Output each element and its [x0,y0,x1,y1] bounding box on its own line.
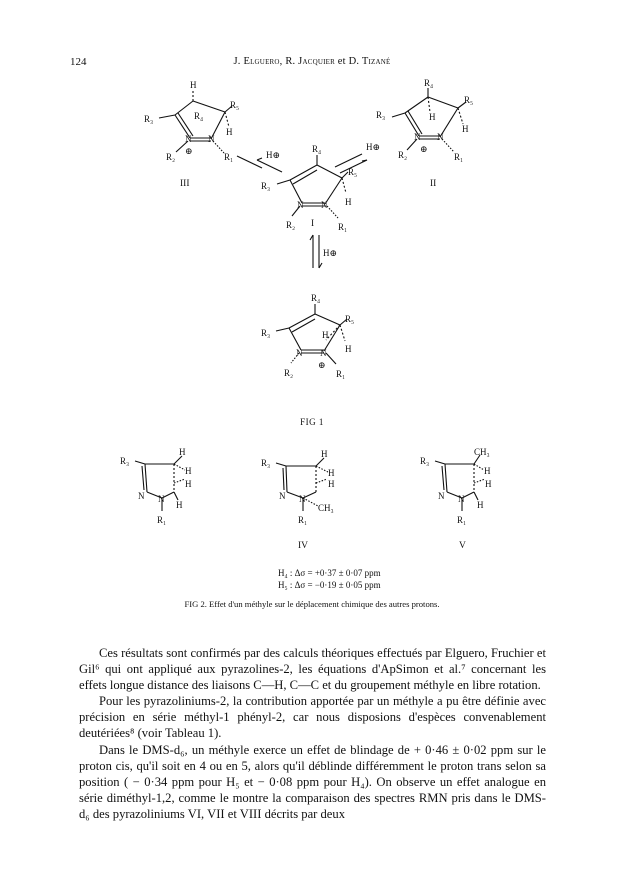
label-arrow-down-Hplus: H⊕ [323,248,338,258]
label-II-R1: R₁ [454,152,464,162]
label-IV-H-mid: H [328,468,335,478]
label-IV-H-low: H [328,479,335,489]
label-III-R5: R₅ [230,100,240,110]
label-arrow-left-Hplus: H⊕ [266,150,281,160]
label-II-N1: N [414,132,421,142]
label-V-N2: N [458,494,465,504]
label-f2a-H-mid: H [185,466,192,476]
paragraph-2: Pour les pyrazoliniums-2, la contribution apportée par un méthyle a pu être définie avec précision en série méthyl-1 phényl-2, car nous disposions d'espèces convenablement deutériées⁸ (voir Tableau 1). [79,694,546,741]
label-cation-R3: R₃ [261,328,271,338]
label-IV-R1: R₁ [298,515,308,525]
label-V-H-low: H [485,479,492,489]
label-II-R5: R₅ [464,95,474,105]
label-IV-CH3: CH₃ [318,503,334,513]
label-III-R4: R₄ [194,111,204,121]
structure-III [159,90,232,153]
paragraph-1: Ces résultats sont confirmés par des calculs théoriques effectués par Elguero, Fruchier et Gil⁶ qui ont appliqué aux pyrazolines-2, les équations d'ApSimon et al.⁷ concernant les effets longue distance des liaisons C—H, C—C et du groupement méthyle en libre rotation. [79,646,546,693]
body-text [79,645,546,822]
label-III-H-right: H [226,127,233,137]
label-IV-N1: N [279,491,286,501]
label-compound-V: V [459,541,466,551]
label-II-N2: N [437,132,444,142]
label-compound-III: III [180,179,190,189]
h5-shift-line: H₅ : Δσ = −0·19 ± 0·05 ppm [278,580,381,590]
label-V-R1: R₁ [457,515,467,525]
label-IV-H-top: H [321,449,328,459]
author-prefix: J. E [233,56,251,67]
label-III-H-top: H [190,80,197,90]
label-III-N2: N [208,134,215,144]
author-mid-1: , R. J [279,56,303,67]
label-I-R3: R₃ [261,181,271,191]
label-V-CH3: CH₃ [474,447,490,457]
label-I-R2: R₂ [286,220,296,230]
label-compound-IV: IV [298,541,309,551]
page-number: 124 [70,56,87,68]
label-cation-N1: N [296,348,303,358]
label-f2a-H-top: H [179,447,186,457]
label-f2a-N1: N [138,491,145,501]
label-cation-R1: R₁ [336,369,346,379]
structure-I [277,155,348,218]
h4-shift-line: H₄ : Δσ = +0·37 ± 0·07 ppm [278,568,381,578]
label-I-N1: N [297,200,304,210]
label-f2a-H-bottom: H [176,500,183,510]
label-V-N1: N [438,491,445,501]
label-V-H-mid: H [484,466,491,476]
label-f2a-H-low: H [185,479,192,489]
label-II-plus: ⊕ [420,144,428,154]
label-cation-N2: N [320,348,327,358]
label-I-R5: R₅ [348,167,358,177]
label-I-H: H [345,197,352,207]
label-III-N1: N [185,134,192,144]
label-I-R1: R₁ [338,222,348,232]
label-cation-H-right: H [345,344,352,354]
author-elguero: lguero [250,56,280,67]
label-II-R3: R₃ [376,110,386,120]
label-cation-R5: R₅ [345,314,355,324]
label-cation-R4: R₄ [311,293,321,303]
label-compound-II: II [430,179,437,189]
label-cation-plus: ⊕ [318,360,326,370]
label-f2a-N2: N [158,494,165,504]
label-II-H-right: H [462,124,469,134]
label-f2a-R3: R₃ [120,456,130,466]
label-f2a-R1: R₁ [157,515,167,525]
label-II-H-inner: H [429,112,436,122]
label-cation-R2: R₂ [284,368,294,378]
label-IV-N2: N [299,494,306,504]
author-tizane: izané [368,56,391,67]
label-compound-I: I [311,219,315,229]
figure-2-caption: FIG 2. Effet d'un méthyle sur le déplacement chimique des autres protons. [184,599,440,609]
label-II-R2: R₂ [398,150,408,160]
label-cation-H-inner: H [322,330,329,340]
structure-cation-bottom [276,304,347,364]
paragraph-3: Dans le DMS-d₆, un méthyle exerce un effet de blindage de + 0·46 ± 0·02 ppm sur le proton cis, qu'il soit en 4 ou en 5, alors qu'il déblinde différemment le proton trans selon sa position ( − 0·34 ppm pour H₅ et − 0·08 ppm pour H₄). On observe un effet analogue en série diméthyl-1,2, comme le montre la comparaison des spectres RMN pris dans le DMS-d₆ des pyrazoliniums VI, VII et VIII décrits par deux [79,742,546,821]
figure-1-caption: FIG 1 [300,417,324,427]
label-III-R2: R₂ [166,152,176,162]
label-I-N2: N [321,200,328,210]
label-III-R1: R₁ [224,152,234,162]
label-II-R4: R₄ [424,78,434,88]
label-V-R3: R₃ [420,456,430,466]
label-I-R4: R₄ [312,144,322,154]
label-V-H-bottom: H [477,500,484,510]
label-IV-R3: R₃ [261,458,271,468]
label-arrow-right-Hplus: H⊕ [366,142,381,152]
author-jacquier: acquier [302,56,335,67]
author-mid-2: et D. T [334,56,369,67]
label-III-plus: ⊕ [185,146,193,156]
label-III-R3: R₃ [144,114,154,124]
